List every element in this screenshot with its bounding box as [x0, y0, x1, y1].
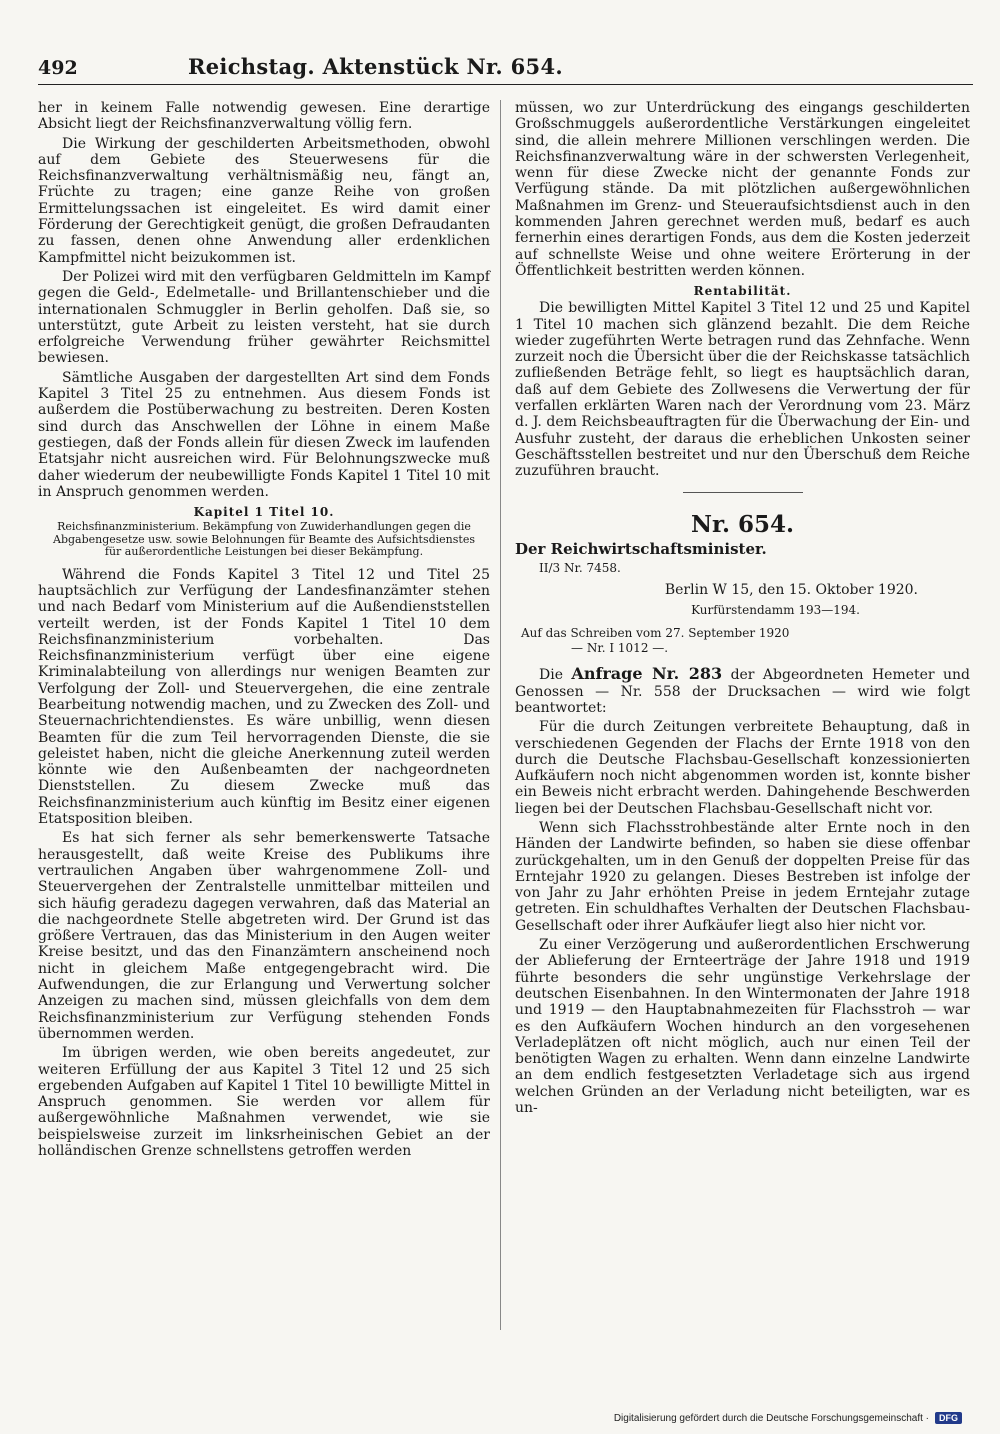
- minister-title: Der Reichwirtschaftsminister.: [515, 539, 767, 558]
- dateline: Berlin W 15, den 15. Oktober 1920.: [664, 582, 918, 599]
- paragraph: Die bewilligten Mittel Kapitel 3 Titel 12 und 25 und Kapitel 1 Titel 10 machen sich glänzend bezahlt. Die dem Reiche wieder zugeführten Werte betragen rund das Zehnfache. Wenn zurzeit noch die Übersicht über die der Reichskasse tatsächlich zufließenden Beträge fehlt, so liegt es hauptsächlich daran, daß auf dem Gebiete des Zollwesens die Verwertung der für verfallen erklärten Waren nach der Verordnung vom 23. März d. J. dem Reichsbeauftragten für die Überwachung der Ein- und Ausfuhr zusteht, der daraus die erheblichen Unkosten seiner Geschäftsstellen bestreitet und nur den Überschuß dem Reiche zuzuführen braucht.: [515, 300, 970, 480]
- footer: [614, 1412, 962, 1424]
- paragraph: Während die Fonds Kapitel 3 Titel 12 und Titel 25 hauptsächlich zur Verfügung der Landesfinanzämter stehen und nach Bedarf vom Ministerium auf die Außendienststellen verteilt werden, ist der Fonds Kapitel 1 Titel 10 dem Reichsfinanzministerium vorbehalten. Das Reichsfinanzministerium verfügt über eine eigene Kriminalabteilung von allerdings nur wenigen Beamten zur Verfolgung der Zoll- und Steuervergehen, die eine zentrale Bearbeitung notwendig machen, und zu Zwecken des Zoll- und Steuernachrichtendienstes. Es wäre unbillig, wenn diesen Beamten für die zum Teil hervorragenden Dienste, die sie geleistet haben, nicht die gleiche Anerkennung zuteil werden könnte wie den Außenbeamten der nachgeordneten Dienststellen. Zu diesem Zwecke muß das Reichsfinanzministerium auch künftig im Besitz einer eigenen Etatsposition bleiben.: [38, 566, 490, 828]
- regarding-line: Auf das Schreiben vom 27. September 1920: [521, 626, 790, 641]
- intro-paragraph: [515, 666, 970, 716]
- dfg-logo: DFG: [935, 1412, 962, 1424]
- inquiry-number: Anfrage Nr. 283: [571, 664, 723, 684]
- address: Kurfürstendamm 193—194.: [691, 602, 860, 617]
- paragraph: Wenn sich Flachsstrohbestände alter Ernte noch in den Händen der Landwirte befinden, so haben sie diese offenbar zurückgehalten, um in den Genuß der doppelten Preise für das Erntejahr 1920 zu gelangen. Dieses Bestreben ist infolge der von Jahr zu Jahr erhöhten Preise in jedem Erntejahr zutage getreten. Ein schuldhaftes Verhalten der Deutschen Flachsbau-Gesellschaft oder ihrer Aufkäufer liegt also hier nicht vor.: [515, 819, 970, 934]
- intro-pre: Die: [539, 667, 563, 684]
- paragraph: Für die durch Zeitungen verbreitete Behauptung, daß in verschiedenen Gegenden der Flachs der Ernte 1918 von den durch die Deutsche Flachsbau-Gesellschaft konzessionierten Aufkäufern noch nicht abgenommen worden ist, konnte bisher ein Beweis nicht erbracht werden. Dahingehende Beschwerden liegen bei der Deutschen Flachsbau-Gesellschaft nicht vor.: [515, 719, 970, 817]
- left-column: [38, 100, 490, 1162]
- section-heading: Kapitel 1 Titel 10.: [193, 505, 335, 520]
- paragraph: müssen, wo zur Unterdrückung des eingangs geschilderten Großschmuggels außerordentliche Verstärkungen eingeleitet sind, die allein mehrere Millionen verschlingen werden. Die Reichsfinanzverwaltung wäre in der schwersten Verlegenheit, wenn für diese Zwecke nicht der genannte Fonds zur Verfügung stände. Da mit plötzlichen außergewöhnlichen Maßnahmen im Grenz- und Steueraufsichtsdienst auch in den kommenden Jahren gerechnet werden muß, bedarf es auch fernerhin eines derartigen Fonds, aus dem die Kosten jederzeit auf schnellste Weise und ohne weitere Erörterung in der Öffentlichkeit bestritten werden können.: [515, 100, 970, 279]
- paragraph: her in keinem Falle notwendig gewesen. Eine derartige Absicht liegt der Reichsfinanzverwaltung völlig fern.: [38, 100, 490, 133]
- paragraph: Im übrigen werden, wie oben bereits angedeutet, zur weiteren Erfüllung der aus Kapitel 3 Titel 12 und 25 sich ergebenden Aufgaben auf Kapitel 1 Titel 10 bewilligte Mittel in Anspruch genommen. Sie werden vor allem für außergewöhnliche Maßnahmen verwendet, wie sie beispielsweise zurzeit im linksrheinischen Gebiet an der holländischen Grenze schnellstens getroffen werden: [38, 1045, 490, 1160]
- section-subheading: Reichsfinanzministerium. Bekämpfung von Zuwiderhandlungen gegen die Abgabengesetze usw. sowie Belohnungen für Beamte des Aufsichtsdienstes für außerordentliche Leistungen bei dieser Bekämpfung.: [53, 520, 475, 559]
- document-number: Nr. 654.: [690, 510, 795, 538]
- paragraph: Es hat sich ferner als sehr bemerkenswerte Tatsache herausgestellt, daß weite Kreise des Publikums ihre vertraulichen Angaben über wahrgenommene Zoll- und Steuervergehen der Zentralstelle unmittelbar mitteilen und sich häufig geradezu dagegen verwahren, daß das Material an die nachgeordnete Stelle abgetreten wird. Der Grund ist das größere Vertrauen, das das Ministerium in den Augen weiter Kreise besitzt, und das den Finanzämtern anscheinend noch nicht in gleichem Maße entgegengebracht wird. Die Aufwendungen, die zur Erlangung und Verwertung solcher Anzeigen zu machen sind, müssen gleichfalls von dem dem Reichsfinanzministerium zur Verfügung stehenden Fonds übernommen werden.: [38, 830, 490, 1042]
- footer-text: Digitalisierung gefördert durch die Deutsche Forschungsgemeinschaft ·: [613, 1412, 929, 1424]
- column-divider: [500, 100, 501, 1330]
- running-title: Reichstag. Aktenstück Nr. 654.: [188, 54, 563, 79]
- regarding-number: — Nr. I 1012 —.: [571, 641, 669, 656]
- reference-number: II/3 Nr. 7458.: [539, 561, 621, 576]
- right-column: [515, 100, 970, 1119]
- paragraph: Der Polizei wird mit den verfügbaren Geldmitteln im Kampf gegen die Geld-, Edelmetalle- und Brillantenschieber und die internationalen Schmuggler in Berlin geholfen. Daß sie, so unterstützt, gute Arbeit zu leisten versteht, hat sie durch erfolgreiche Verwendung früher gewährter Reichsmittel bewiesen.: [38, 268, 490, 367]
- section-heading: Rentabilität.: [693, 284, 792, 299]
- page-header: [38, 54, 653, 84]
- page-number: 492: [38, 57, 78, 79]
- paragraph: Die Wirkung der geschilderten Arbeitsmethoden, obwohl auf dem Gebiete des Steuerwesens für die Reichsfinanzverwaltung verhältnismäßig neu, fängt an, Früchte zu tragen; eine ganze Reihe von großen Ermittelungssachen ist eingeleitet. Es wird damit einer Förderung der Gerechtigkeit genügt, die großen Defraudanten zu fassen, denen ohne Anwendung aller erdenklichen Kampfmittel nicht beizukommen ist.: [38, 135, 490, 266]
- section-rule: [683, 492, 803, 493]
- intro-post: der Abgeordneten Hemeter und Genossen — Nr. 558 der Drucksachen — wird wie folgt beantwortet:: [515, 667, 971, 716]
- paragraph: Sämtliche Ausgaben der dargestellten Art sind dem Fonds Kapitel 3 Titel 25 zu entnehmen. Aus diesem Fonds ist außerdem die Postüberwachung zu bestreiten. Deren Kosten sind durch das Anschwellen der Löhne in einem Maße gestiegen, daß der Fonds allein für diesen Zweck im laufenden Etatsjahr nicht ausreichen wird. Für Belohnungszwecke muß daher wiederum der neubewilligte Fonds Kapitel 1 Titel 10 mit in Anspruch genommen werden.: [38, 369, 490, 500]
- paragraph: Zu einer Verzögerung und außerordentlichen Erschwerung der Ablieferung der Ernteerträge der Jahre 1918 und 1919 führte besonders die sehr ungünstige Verkehrslage der deutschen Eisenbahnen. In den Wintermonaten der Jahre 1918 und 1919 — den Hauptabnahmezeiten für Flachsstroh — war es den Aufkäufern Wochen hindurch an den vorgesehenen Verladeplätzen oft nicht möglich, auch nur einen Teil der benötigten Wagen zu erhalten. Wenn dann einzelne Landwirte an dem endlich festgesetzten Verladetage sich aus irgend welchen Gründen an der Verladung nicht beteiligten, war es un-: [515, 937, 970, 1117]
- header-rule: [38, 84, 973, 85]
